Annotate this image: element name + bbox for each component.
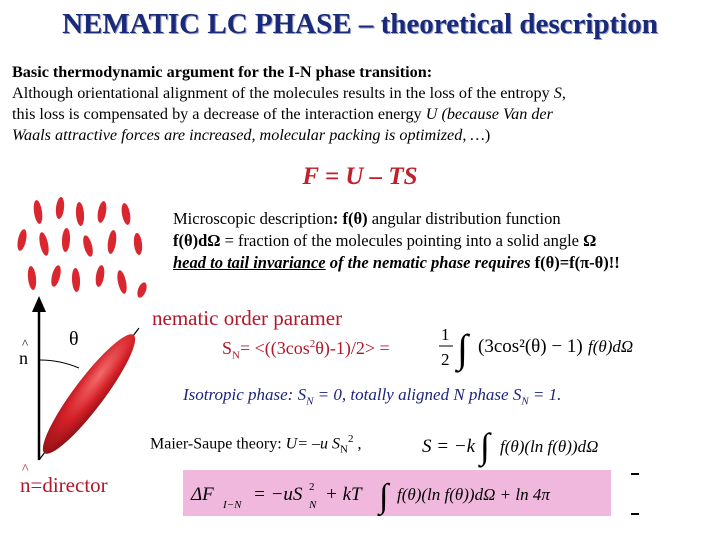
molecule	[61, 228, 70, 252]
molecule	[55, 197, 65, 220]
solid-angle-symbol: Ω	[583, 231, 597, 250]
free-energy-difference-formula	[183, 470, 643, 518]
angle-arc	[39, 360, 79, 368]
integrand: (3cos²(θ) − 1)	[478, 336, 583, 357]
director-arrowhead	[32, 296, 46, 312]
delta-f-kt-term: + kT	[325, 484, 362, 505]
invariance-text: head to tail invariance	[173, 253, 326, 272]
delta-f-integrand: f(θ)(ln f(θ))dΩ + ln 4π	[397, 485, 550, 504]
molecule	[32, 200, 43, 225]
intro-italic-text: U (because Van der	[425, 105, 553, 123]
maier-text: ,	[353, 435, 362, 453]
intro-text: Although orientational alignment of the molecules results in the loss of the entropy	[12, 84, 554, 102]
isotropic-phase-note	[183, 385, 561, 407]
entropy-formula	[420, 420, 655, 468]
intro-paragraph	[12, 62, 712, 146]
intro-line-1	[12, 83, 712, 104]
molecule	[81, 234, 94, 257]
maier-superscript: 2	[347, 433, 354, 445]
molecule	[49, 264, 62, 287]
integral-sign: ∫	[457, 326, 468, 371]
intro-text: ,	[561, 84, 566, 102]
micro-text: = fraction of the molecules pointing into a solid angle	[220, 231, 584, 250]
order-parameter-formula	[438, 318, 670, 376]
molecule	[120, 202, 132, 225]
sn-text: θ)-1)/2> =	[315, 338, 390, 358]
order-parameter-definition	[222, 338, 390, 362]
micro-text: angular distribution function	[367, 209, 561, 228]
intro-line-3	[12, 125, 712, 146]
iso-text: Isotropic phase: S	[183, 385, 307, 404]
microscopic-description	[173, 208, 718, 274]
intro-text: this loss is compensated by a decrease of the interaction energy	[12, 105, 426, 123]
director-label: n=director	[20, 473, 108, 497]
molecule	[133, 233, 143, 256]
micro-line-2	[173, 230, 718, 252]
molecule	[27, 266, 37, 291]
iso-subscript: N	[521, 395, 529, 408]
molecule	[38, 231, 51, 256]
maier-energy: U= –u S	[285, 435, 340, 453]
intro-line-2	[12, 104, 712, 125]
molecule	[16, 228, 28, 251]
n-hat-icon: ^	[22, 336, 29, 351]
iso-subscript: N	[306, 395, 314, 408]
molecule	[106, 230, 117, 255]
micro-line-1	[173, 208, 718, 230]
half-denominator: 2	[441, 350, 450, 369]
integral-sign: ∫	[480, 426, 490, 466]
intro-heading: Basic thermodynamic argument for the I-N phase transition:	[12, 63, 433, 81]
distribution-symbol: : f(θ)	[332, 209, 368, 228]
free-energy-equation: F = U – TS	[302, 163, 418, 190]
entropy-lhs: S = −k	[422, 436, 476, 457]
intro-text: )	[484, 126, 491, 144]
micro-line-3	[173, 252, 718, 274]
molecule	[71, 268, 80, 292]
sn-symbol: S	[222, 338, 233, 358]
micro-text: Microscopic description	[173, 209, 333, 228]
molecule	[94, 265, 105, 288]
n-label: n	[19, 348, 28, 368]
director-figure	[14, 290, 159, 475]
delta-f-superscript: 2	[309, 481, 315, 493]
integrand-tail: f(θ)dΩ	[588, 337, 634, 356]
delta-f-energy-term: = −uS	[253, 484, 303, 505]
slide-title: NEMATIC LC PHASE – theoretical description	[62, 8, 658, 40]
micro-text: of the nematic phase requires	[325, 253, 535, 272]
half-numerator: 1	[441, 325, 450, 344]
delta-f-subscript: I−N	[223, 499, 242, 511]
iso-text: = 1.	[528, 385, 562, 404]
order-parameter-title: nematic order paramer	[152, 306, 343, 330]
integral-sign: ∫	[379, 478, 389, 515]
delta-f-subscript: N	[309, 499, 317, 511]
sn-superscript: 2	[309, 338, 316, 350]
entropy-symbol: S	[553, 84, 562, 102]
delta-f-lhs: ΔF	[191, 484, 214, 505]
maier-saupe-line	[150, 433, 361, 456]
distribution-symbol: f(θ)dΩ	[173, 231, 221, 250]
iso-text: = 0, totally aligned N phase S	[313, 385, 522, 404]
entropy-integrand: f(θ)(ln f(θ))dΩ	[500, 437, 599, 456]
sn-subscript: N	[232, 349, 240, 362]
n-hat-icon: ^	[22, 462, 29, 477]
theta-label: θ	[69, 328, 79, 350]
molecule	[96, 200, 108, 223]
rod-molecule	[32, 326, 145, 462]
molecule	[75, 202, 85, 226]
sn-text: = <((3cos	[239, 338, 310, 358]
intro-italic-text: Waals attractive forces are increased, molecular packing is optimized, …	[12, 126, 485, 144]
maier-text: Maier-Saupe theory:	[150, 435, 286, 453]
invariance-equation: f(θ)=f(π-θ)!!	[534, 253, 620, 272]
maier-subscript: N	[340, 443, 348, 456]
